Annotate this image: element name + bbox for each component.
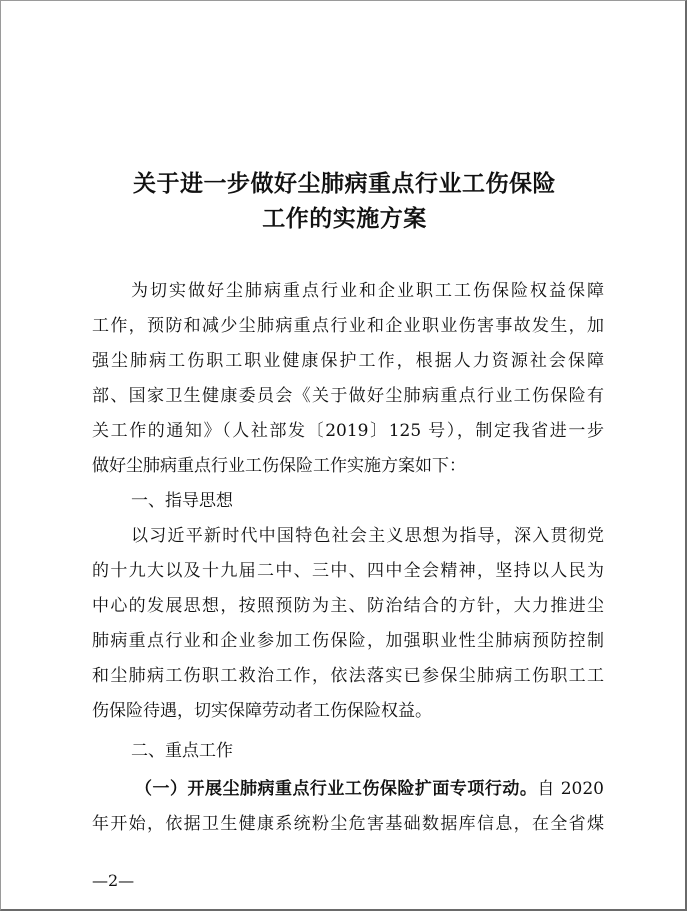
intro-line-3: 强尘肺病工伤职工职业健康保护工作，根据人力资源社会保障 [92,351,604,371]
intro-line-1: 为切实做好尘肺病重点行业和企业职工工伤保险权益保障 [131,281,604,301]
section-2-heading: 二、重点工作 [131,741,233,761]
intro-line-5: 关工作的通知》（人社部发〔2019〕125 号），制定我省进一步 [92,421,604,441]
section-1-heading: 一、指导思想 [131,491,233,511]
section-1-line-3: 中心的发展思想，按照预防为主、防治结合的方针，大力推进尘 [92,596,604,616]
document-title-line-2: 工作的实施方案 [262,206,427,232]
section-1-line-2: 的十九大以及十九届二中、三中、四中全会精神，坚持以人民为 [92,561,604,581]
section-2-item-1-line-2: 年开始，依据卫生健康系统粉尘危害基础数据库信息，在全省煤 [92,814,604,834]
intro-line-4: 部、国家卫生健康委员会《关于做好尘肺病重点行业工伤保险有 [92,386,604,406]
section-1-line-4: 肺病重点行业和企业参加工伤保险，加强职业性尘肺病预防控制 [92,631,604,651]
section-1-line-5: 和尘肺病工伤职工救治工作，依法落实已参保尘肺病工伤职工工 [92,666,604,686]
page-number: —2— [92,871,135,890]
section-1-line-6: 伤保险待遇，切实保障劳动者工伤保险权益。 [92,701,432,721]
document-title-line-1: 关于进一步做好尘肺病重点行业工伤保险 [133,171,556,197]
section-2-item-1-text: 自 2020 [537,779,604,799]
section-1-line-1: 以习近平新时代中国特色社会主义思想为指导，深入贯彻党 [131,526,604,546]
section-2-item-1-line-1 [135,779,604,799]
intro-line-6: 做好尘肺病重点行业工伤保险工作实施方案如下： [92,456,466,476]
section-2-item-1-title: （一）开展尘肺病重点行业工伤保险扩面专项行动。 [135,779,538,799]
intro-line-2: 工作，预防和减少尘肺病重点行业和企业职业伤害事故发生，加 [92,316,604,336]
